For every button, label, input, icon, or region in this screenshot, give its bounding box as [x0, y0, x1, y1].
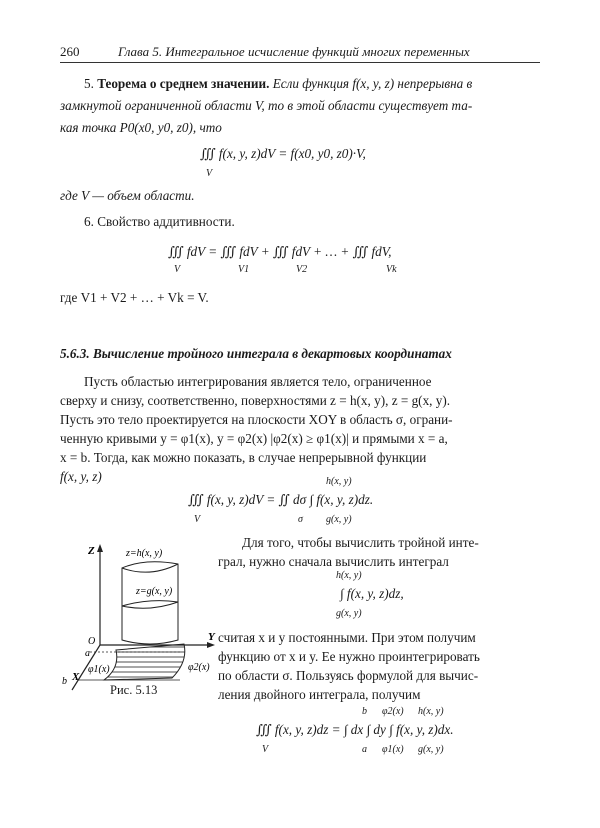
additivity-formula: ∭ fdV = ∭ fdV + ∭ fdV + … + ∭ fdV, [168, 244, 392, 259]
theorem-number: 5. [84, 76, 94, 91]
para1-line2: сверху и снизу, соответственно, поверхностями z = h(x, y), z = g(x, y). [60, 393, 451, 408]
theorem-statement-1: Если функция f(x, y, z) непрерывна в [272, 76, 473, 91]
para2-line2: грал, нужно сначала вычислить интеграл [218, 554, 449, 569]
para3-line3: по области σ. Пользуясь формулой для вычис- [218, 668, 479, 683]
para1-line5: x = b. Тогда, как можно показать, в случае непрерывной функции [60, 450, 427, 465]
formula1-limit-sigma: σ [298, 514, 303, 525]
a-label: a [85, 648, 90, 659]
theorem-statement-2: замкнутой ограниченной области V, то в этой области существует та- [60, 98, 473, 113]
mean-value-formula: ∭ f(x, y, z)dV = f(x0, y0, z0)·V, [200, 146, 366, 161]
y-axis-label: Y [208, 631, 215, 643]
para3-line2: функцию от x и y. Ее нужно проинтегрировать [218, 649, 480, 664]
iterated-integral-formula: ∭ f(x, y, z)dz = ∫ dx ∫ dy ∫ f(x, y, z)dx. [256, 722, 454, 737]
theorem-line-1 [60, 74, 540, 93]
formula3-limit-b: b [362, 706, 367, 717]
additivity-heading: 6. Свойство аддитивности. [84, 214, 235, 229]
top-surface-label: z=h(x, y) [126, 548, 163, 559]
formula1-limit-v: V [194, 514, 201, 525]
formula3-limit-h: h(x, y) [418, 706, 444, 717]
formula1-upper: h(x, y) [326, 476, 352, 487]
formula1-lower: g(x, y) [326, 514, 352, 525]
mean-value-limit: V [206, 168, 213, 179]
z-axis-label: Z [88, 545, 95, 557]
para1-line1: Пусть областью интегрирования является тело, ограниченное [84, 374, 432, 389]
para1-line4: ченную кривыми y = φ1(x), y = φ2(x) |φ2(x) ≥ φ1(x)| и прямыми x = a, [60, 431, 448, 446]
formula3-limit-phi2: φ2(x) [382, 706, 404, 717]
additivity-condition: где V1 + V2 + … + Vk = V. [60, 290, 209, 305]
theorem-statement-3: кая точка P0(x0, y0, z0), что [60, 120, 222, 135]
formula3-limit-phi1: φ1(x) [382, 744, 404, 755]
section-title: 5.6.3. Вычисление тройного интеграла в декартовых координатах [60, 346, 452, 361]
formula3-limit-a: a [362, 744, 367, 755]
additivity-limit-1: V1 [238, 264, 250, 275]
curve2-label: φ2(x) [188, 662, 210, 673]
inner-integral-formula: ∫ f(x, y, z)dz, [340, 586, 404, 601]
origin-label: O [88, 636, 96, 647]
additivity-limit-2: V2 [296, 264, 308, 275]
region-sigma [104, 644, 185, 680]
figure-5-13 [60, 540, 235, 687]
b-label: b [62, 676, 67, 687]
chapter-title: Глава 5. Интегральное исчисление функций многих переменных [118, 44, 470, 59]
volume-note: где V — объем области. [60, 188, 195, 203]
theorem-title: Теорема о среднем значении. [97, 76, 270, 91]
additivity-limit-3: Vk [386, 264, 397, 275]
formula3-limit-g: g(x, y) [418, 744, 444, 755]
formula2-lower: g(x, y) [336, 608, 362, 619]
header-rule [60, 62, 540, 63]
curve1-label: φ1(x) [88, 664, 110, 675]
bottom-surface-label: z=g(x, y) [136, 586, 173, 597]
para2-line1: Для того, чтобы вычислить тройной инте- [242, 535, 479, 550]
para1-line6: f(x, y, z) [60, 469, 102, 484]
x-axis-label: X [72, 671, 80, 683]
para3-line4: ления двойного интеграла, получим [218, 687, 421, 702]
page-number: 260 [60, 44, 80, 59]
figure-caption: Рис. 5.13 [110, 683, 158, 697]
additivity-limit-0: V [174, 264, 181, 275]
formula3-limit-v: V [262, 744, 269, 755]
formula2-upper: h(x, y) [336, 570, 362, 581]
para1-line3: Пусть это тело проектируется на плоскости XOY в область σ, ограни- [60, 412, 453, 427]
para3-line1: считая x и y постоянными. При этом получим [218, 630, 476, 645]
triple-to-double-formula: ∭ f(x, y, z)dV = ∬ dσ ∫ f(x, y, z)dz. [188, 492, 374, 507]
